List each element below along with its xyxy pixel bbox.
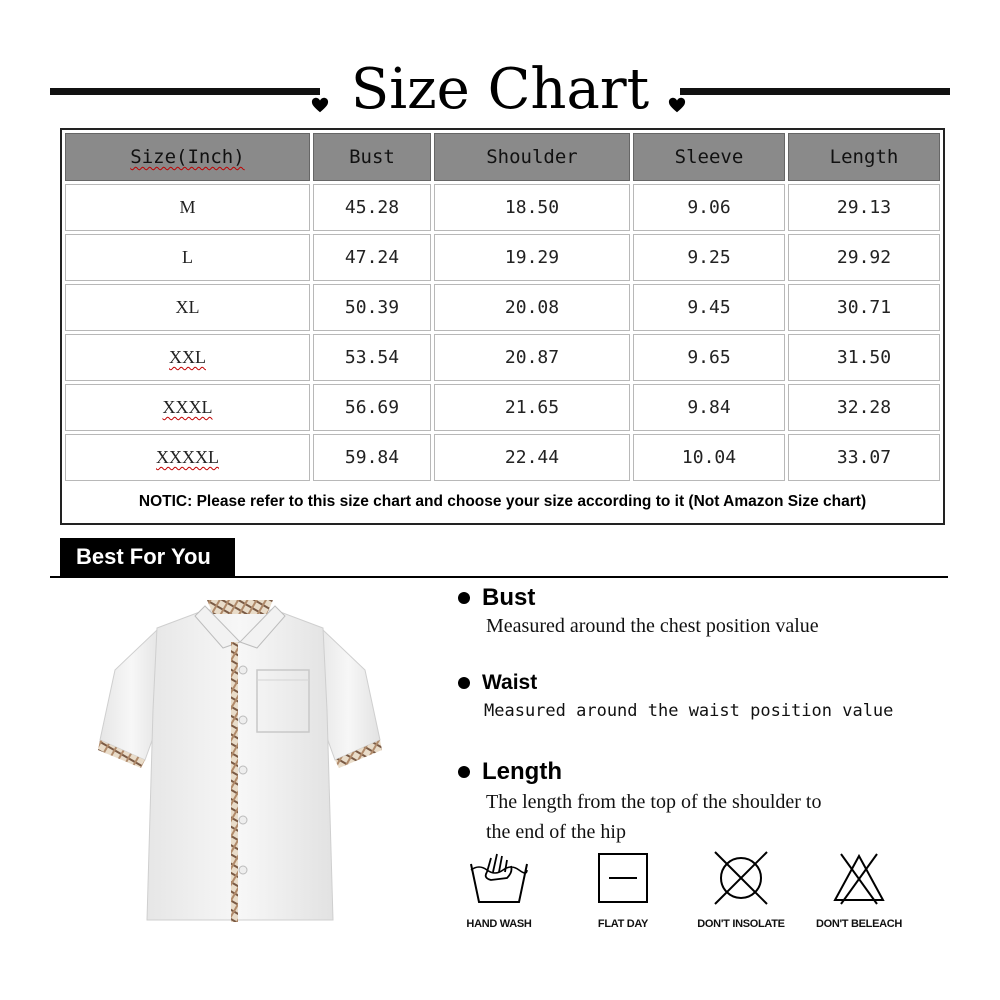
- bust-title: Bust: [482, 584, 536, 611]
- bust-description: Measured around the chest position value: [486, 615, 819, 637]
- care-label: DON'T INSOLATE: [697, 918, 785, 930]
- bullet-icon: [458, 677, 470, 689]
- section-heading: Best For You: [60, 538, 235, 576]
- shoulder-cell: 22.44: [434, 434, 630, 481]
- table-row: [65, 384, 940, 431]
- bust-cell: 56.69: [313, 384, 431, 431]
- table-row: [65, 284, 940, 331]
- bust-cell: 53.54: [313, 334, 431, 381]
- bust-cell: 47.24: [313, 234, 431, 281]
- table-row: [65, 434, 940, 481]
- sleeve-cell: 9.65: [633, 334, 785, 381]
- column-header-size: Size(Inch): [65, 133, 310, 181]
- bullet-icon: [458, 592, 470, 604]
- care-do-not-bleach: [809, 850, 909, 930]
- sleeve-cell: 9.45: [633, 284, 785, 331]
- column-header-length: Length: [788, 133, 940, 181]
- title-rule-right: [680, 88, 950, 95]
- sleeve-cell: 9.84: [633, 384, 785, 431]
- length-description-line-2: the end of the hip: [486, 821, 626, 843]
- section-divider: [50, 576, 948, 578]
- notice-row: [65, 484, 940, 520]
- do-not-bleach-icon: [827, 850, 891, 906]
- hand-wash-icon: [467, 850, 531, 906]
- sleeve-cell: 9.25: [633, 234, 785, 281]
- shoulder-cell: 21.65: [434, 384, 630, 431]
- heart-icon: [311, 96, 329, 114]
- do-not-insolate-icon: [709, 850, 773, 906]
- table-row: [65, 234, 940, 281]
- shoulder-cell: 20.87: [434, 334, 630, 381]
- length-cell: 33.07: [788, 434, 940, 481]
- bust-cell: 50.39: [313, 284, 431, 331]
- sleeve-cell: 10.04: [633, 434, 785, 481]
- column-header-bust: Bust: [313, 133, 431, 181]
- table-row: [65, 334, 940, 381]
- shirt-image: [95, 590, 385, 930]
- care-do-not-insolate: [691, 850, 791, 930]
- title-rule-left: [50, 88, 320, 95]
- care-label: FLAT DAY: [597, 918, 649, 930]
- size-cell: XL: [65, 284, 310, 331]
- shoulder-cell: 19.29: [434, 234, 630, 281]
- size-table: [60, 128, 945, 525]
- length-info: [458, 758, 821, 846]
- shoulder-cell: 18.50: [434, 184, 630, 231]
- table-row: [65, 184, 940, 231]
- care-hand-wash: [449, 850, 549, 930]
- length-cell: 29.92: [788, 234, 940, 281]
- size-cell: XXL: [65, 334, 310, 381]
- size-cell: M: [65, 184, 310, 231]
- heart-icon: [668, 96, 686, 114]
- length-description-line-1: The length from the top of the shoulder to: [486, 791, 822, 813]
- care-label: HAND WASH: [466, 918, 532, 930]
- size-notice: NOTIC: Please refer to this size chart and choose your size according to it (Not Amazon Size chart): [65, 484, 940, 520]
- care-flat-dry: [573, 850, 673, 930]
- bust-info: [458, 584, 819, 638]
- size-cell: L: [65, 234, 310, 281]
- care-label: DON'T BELEACH: [815, 918, 903, 930]
- length-cell: 31.50: [788, 334, 940, 381]
- bullet-icon: [458, 766, 470, 778]
- page-title: Size Chart: [350, 57, 650, 122]
- table-header-row: [65, 133, 940, 181]
- length-cell: 29.13: [788, 184, 940, 231]
- waist-info: [458, 671, 893, 721]
- bust-cell: 59.84: [313, 434, 431, 481]
- length-cell: 32.28: [788, 384, 940, 431]
- shoulder-cell: 20.08: [434, 284, 630, 331]
- waist-description: Measured around the waist position value: [484, 701, 894, 721]
- waist-title: Waist: [482, 671, 538, 694]
- size-cell: XXXXL: [65, 434, 310, 481]
- size-cell: XXXL: [65, 384, 310, 431]
- sleeve-cell: 9.06: [633, 184, 785, 231]
- flat-dry-icon: [591, 850, 655, 906]
- bust-cell: 45.28: [313, 184, 431, 231]
- column-header-shoulder: Shoulder: [434, 133, 630, 181]
- column-header-sleeve: Sleeve: [633, 133, 785, 181]
- length-title: Length: [482, 758, 562, 785]
- length-cell: 30.71: [788, 284, 940, 331]
